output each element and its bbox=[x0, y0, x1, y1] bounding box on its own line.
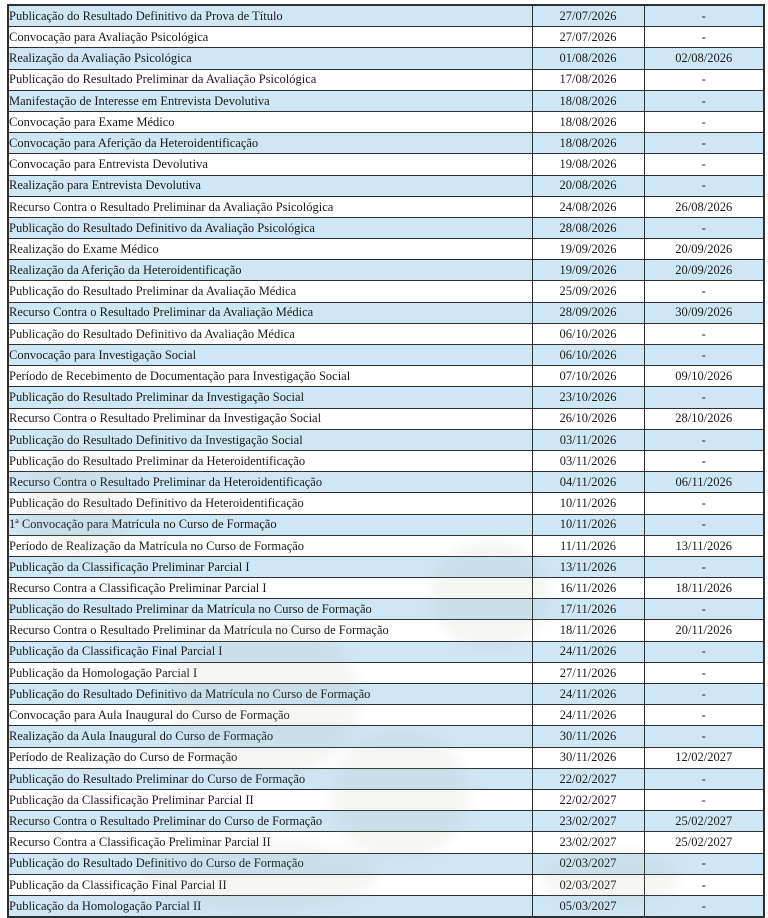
start-date-cell: 18/08/2026 bbox=[532, 133, 644, 154]
event-cell: Publicação do Resultado Preliminar da Heteroidentificação bbox=[8, 450, 532, 471]
event-cell: Realização do Exame Médico bbox=[8, 239, 532, 260]
table-row bbox=[8, 705, 764, 726]
event-cell: Recurso Contra o Resultado Preliminar do Curso de Formação bbox=[8, 811, 532, 832]
end-date-cell: - bbox=[644, 429, 764, 450]
event-cell: Recurso Contra o Resultado Preliminar da Matrícula no Curso de Formação bbox=[8, 620, 532, 641]
end-date-cell: - bbox=[644, 111, 764, 132]
event-cell: Publicação do Resultado Definitivo da Heteroidentificação bbox=[8, 493, 532, 514]
end-date-cell: - bbox=[644, 641, 764, 662]
table-row bbox=[8, 895, 764, 917]
start-date-cell: 22/02/2027 bbox=[532, 789, 644, 810]
event-cell: Manifestação de Interesse em Entrevista Devolutiva bbox=[8, 90, 532, 111]
start-date-cell: 06/10/2026 bbox=[532, 345, 644, 366]
start-date-cell: 17/08/2026 bbox=[532, 69, 644, 90]
start-date-cell: 01/08/2026 bbox=[532, 48, 644, 69]
event-cell: Publicação do Resultado Definitivo da Avaliação Psicológica bbox=[8, 217, 532, 238]
end-date-cell: 30/09/2026 bbox=[644, 302, 764, 323]
end-date-cell: 26/08/2026 bbox=[644, 196, 764, 217]
end-date-cell: - bbox=[644, 217, 764, 238]
end-date-cell: 09/10/2026 bbox=[644, 366, 764, 387]
table-row bbox=[8, 641, 764, 662]
start-date-cell: 16/11/2026 bbox=[532, 578, 644, 599]
table-row bbox=[8, 48, 764, 69]
end-date-cell: 20/09/2026 bbox=[644, 260, 764, 281]
end-date-cell: - bbox=[644, 599, 764, 620]
event-cell: Convocação para Exame Médico bbox=[8, 111, 532, 132]
table-row bbox=[8, 599, 764, 620]
event-cell: Recurso Contra o Resultado Preliminar da Heteroidentificação bbox=[8, 472, 532, 493]
start-date-cell: 18/11/2026 bbox=[532, 620, 644, 641]
schedule-table-body bbox=[8, 5, 764, 917]
table-row bbox=[8, 27, 764, 48]
end-date-cell: - bbox=[644, 154, 764, 175]
event-cell: Publicação do Resultado Preliminar da Investigação Social bbox=[8, 387, 532, 408]
event-cell: Convocação para Avaliação Psicológica bbox=[8, 27, 532, 48]
start-date-cell: 18/08/2026 bbox=[532, 111, 644, 132]
event-cell: Período de Recebimento de Documentação para Investigação Social bbox=[8, 366, 532, 387]
start-date-cell: 10/11/2026 bbox=[532, 514, 644, 535]
end-date-cell: - bbox=[644, 874, 764, 895]
table-row bbox=[8, 853, 764, 874]
event-cell: Período de Realização da Matrícula no Curso de Formação bbox=[8, 535, 532, 556]
end-date-cell: 18/11/2026 bbox=[644, 578, 764, 599]
event-cell: 1ª Convocação para Matrícula no Curso de Formação bbox=[8, 514, 532, 535]
end-date-cell: 12/02/2027 bbox=[644, 747, 764, 768]
event-cell: Recurso Contra o Resultado Preliminar da Investigação Social bbox=[8, 408, 532, 429]
start-date-cell: 18/08/2026 bbox=[532, 90, 644, 111]
event-cell: Publicação da Classificação Final Parcial II bbox=[8, 874, 532, 895]
start-date-cell: 19/08/2026 bbox=[532, 154, 644, 175]
end-date-cell: - bbox=[644, 662, 764, 683]
start-date-cell: 11/11/2026 bbox=[532, 535, 644, 556]
table-row bbox=[8, 811, 764, 832]
end-date-cell: - bbox=[644, 281, 764, 302]
table-row bbox=[8, 323, 764, 344]
start-date-cell: 24/11/2026 bbox=[532, 641, 644, 662]
event-cell: Convocação para Aula Inaugural do Curso de Formação bbox=[8, 705, 532, 726]
table-row bbox=[8, 281, 764, 302]
end-date-cell: 25/02/2027 bbox=[644, 832, 764, 853]
event-cell: Publicação do Resultado Preliminar da Matrícula no Curso de Formação bbox=[8, 599, 532, 620]
event-cell: Recurso Contra a Classificação Preliminar Parcial I bbox=[8, 578, 532, 599]
start-date-cell: 30/11/2026 bbox=[532, 726, 644, 747]
end-date-cell: - bbox=[644, 493, 764, 514]
end-date-cell: - bbox=[644, 133, 764, 154]
event-cell: Publicação da Homologação Parcial I bbox=[8, 662, 532, 683]
start-date-cell: 02/03/2027 bbox=[532, 874, 644, 895]
end-date-cell: - bbox=[644, 853, 764, 874]
table-row bbox=[8, 90, 764, 111]
table-row bbox=[8, 175, 764, 196]
table-row bbox=[8, 196, 764, 217]
end-date-cell: - bbox=[644, 768, 764, 789]
table-row bbox=[8, 535, 764, 556]
start-date-cell: 24/11/2026 bbox=[532, 684, 644, 705]
event-cell: Publicação do Resultado Definitivo da Prova de Título bbox=[8, 5, 532, 27]
table-row bbox=[8, 217, 764, 238]
event-cell: Publicação da Classificação Preliminar Parcial II bbox=[8, 789, 532, 810]
start-date-cell: 03/11/2026 bbox=[532, 450, 644, 471]
start-date-cell: 22/02/2027 bbox=[532, 768, 644, 789]
table-row bbox=[8, 429, 764, 450]
table-row bbox=[8, 789, 764, 810]
end-date-cell: - bbox=[644, 69, 764, 90]
start-date-cell: 10/11/2026 bbox=[532, 493, 644, 514]
event-cell: Realização da Avaliação Psicológica bbox=[8, 48, 532, 69]
table-row bbox=[8, 111, 764, 132]
start-date-cell: 25/09/2026 bbox=[532, 281, 644, 302]
table-row bbox=[8, 345, 764, 366]
end-date-cell: 13/11/2026 bbox=[644, 535, 764, 556]
start-date-cell: 19/09/2026 bbox=[532, 260, 644, 281]
start-date-cell: 27/07/2026 bbox=[532, 27, 644, 48]
event-cell: Publicação da Classificação Preliminar Parcial I bbox=[8, 556, 532, 577]
end-date-cell: - bbox=[644, 705, 764, 726]
event-cell: Realização da Aferição da Heteroidentificação bbox=[8, 260, 532, 281]
end-date-cell: - bbox=[644, 726, 764, 747]
table-row bbox=[8, 408, 764, 429]
table-row bbox=[8, 239, 764, 260]
table-row bbox=[8, 832, 764, 853]
table-row bbox=[8, 662, 764, 683]
event-cell: Publicação do Resultado Preliminar do Curso de Formação bbox=[8, 768, 532, 789]
start-date-cell: 04/11/2026 bbox=[532, 472, 644, 493]
table-row bbox=[8, 366, 764, 387]
table-row bbox=[8, 726, 764, 747]
end-date-cell: 25/02/2027 bbox=[644, 811, 764, 832]
table-row bbox=[8, 768, 764, 789]
end-date-cell: - bbox=[644, 345, 764, 366]
start-date-cell: 03/11/2026 bbox=[532, 429, 644, 450]
start-date-cell: 17/11/2026 bbox=[532, 599, 644, 620]
table-row bbox=[8, 69, 764, 90]
start-date-cell: 26/10/2026 bbox=[532, 408, 644, 429]
table-row bbox=[8, 472, 764, 493]
event-cell: Publicação da Classificação Final Parcial I bbox=[8, 641, 532, 662]
end-date-cell: - bbox=[644, 175, 764, 196]
start-date-cell: 19/09/2026 bbox=[532, 239, 644, 260]
event-cell: Publicação do Resultado Definitivo do Curso de Formação bbox=[8, 853, 532, 874]
table-row bbox=[8, 493, 764, 514]
table-row bbox=[8, 874, 764, 895]
start-date-cell: 06/10/2026 bbox=[532, 323, 644, 344]
table-row bbox=[8, 556, 764, 577]
end-date-cell: 20/11/2026 bbox=[644, 620, 764, 641]
start-date-cell: 23/02/2027 bbox=[532, 811, 644, 832]
end-date-cell: 02/08/2026 bbox=[644, 48, 764, 69]
table-row bbox=[8, 387, 764, 408]
end-date-cell: 20/09/2026 bbox=[644, 239, 764, 260]
table-row bbox=[8, 302, 764, 323]
event-cell: Recurso Contra o Resultado Preliminar da Avaliação Médica bbox=[8, 302, 532, 323]
end-date-cell: - bbox=[644, 514, 764, 535]
event-cell: Publicação do Resultado Preliminar da Avaliação Médica bbox=[8, 281, 532, 302]
table-row bbox=[8, 684, 764, 705]
table-row bbox=[8, 620, 764, 641]
event-cell: Período de Realização do Curso de Formação bbox=[8, 747, 532, 768]
event-cell: Convocação para Aferição da Heteroidentificação bbox=[8, 133, 532, 154]
end-date-cell: - bbox=[644, 684, 764, 705]
table-row bbox=[8, 260, 764, 281]
end-date-cell: - bbox=[644, 387, 764, 408]
event-cell: Recurso Contra o Resultado Preliminar da Avaliação Psicológica bbox=[8, 196, 532, 217]
start-date-cell: 05/03/2027 bbox=[532, 895, 644, 917]
start-date-cell: 24/08/2026 bbox=[532, 196, 644, 217]
event-cell: Publicação da Homologação Parcial II bbox=[8, 895, 532, 917]
end-date-cell: - bbox=[644, 895, 764, 917]
start-date-cell: 23/02/2027 bbox=[532, 832, 644, 853]
event-cell: Recurso Contra a Classificação Preliminar Parcial II bbox=[8, 832, 532, 853]
event-cell: Publicação do Resultado Preliminar da Avaliação Psicológica bbox=[8, 69, 532, 90]
table-row bbox=[8, 450, 764, 471]
start-date-cell: 20/08/2026 bbox=[532, 175, 644, 196]
event-cell: Realização da Aula Inaugural do Curso de Formação bbox=[8, 726, 532, 747]
start-date-cell: 23/10/2026 bbox=[532, 387, 644, 408]
start-date-cell: 24/11/2026 bbox=[532, 705, 644, 726]
start-date-cell: 27/11/2026 bbox=[532, 662, 644, 683]
start-date-cell: 27/07/2026 bbox=[532, 5, 644, 27]
end-date-cell: - bbox=[644, 27, 764, 48]
end-date-cell: - bbox=[644, 323, 764, 344]
event-cell: Publicação do Resultado Definitivo da Investigação Social bbox=[8, 429, 532, 450]
end-date-cell: 06/11/2026 bbox=[644, 472, 764, 493]
table-row bbox=[8, 578, 764, 599]
end-date-cell: - bbox=[644, 5, 764, 27]
start-date-cell: 28/09/2026 bbox=[532, 302, 644, 323]
end-date-cell: 28/10/2026 bbox=[644, 408, 764, 429]
table-row bbox=[8, 154, 764, 175]
table-row bbox=[8, 514, 764, 535]
end-date-cell: - bbox=[644, 556, 764, 577]
start-date-cell: 28/08/2026 bbox=[532, 217, 644, 238]
table-row bbox=[8, 5, 764, 27]
schedule-table bbox=[7, 4, 765, 918]
start-date-cell: 02/03/2027 bbox=[532, 853, 644, 874]
start-date-cell: 07/10/2026 bbox=[532, 366, 644, 387]
event-cell: Convocação para Entrevista Devolutiva bbox=[8, 154, 532, 175]
end-date-cell: - bbox=[644, 90, 764, 111]
start-date-cell: 30/11/2026 bbox=[532, 747, 644, 768]
table-row bbox=[8, 133, 764, 154]
event-cell: Convocação para Investigação Social bbox=[8, 345, 532, 366]
table-row bbox=[8, 747, 764, 768]
event-cell: Publicação do Resultado Definitivo da Avaliação Médica bbox=[8, 323, 532, 344]
start-date-cell: 13/11/2026 bbox=[532, 556, 644, 577]
end-date-cell: - bbox=[644, 450, 764, 471]
event-cell: Publicação do Resultado Definitivo da Matrícula no Curso de Formação bbox=[8, 684, 532, 705]
event-cell: Realização para Entrevista Devolutiva bbox=[8, 175, 532, 196]
end-date-cell: - bbox=[644, 789, 764, 810]
